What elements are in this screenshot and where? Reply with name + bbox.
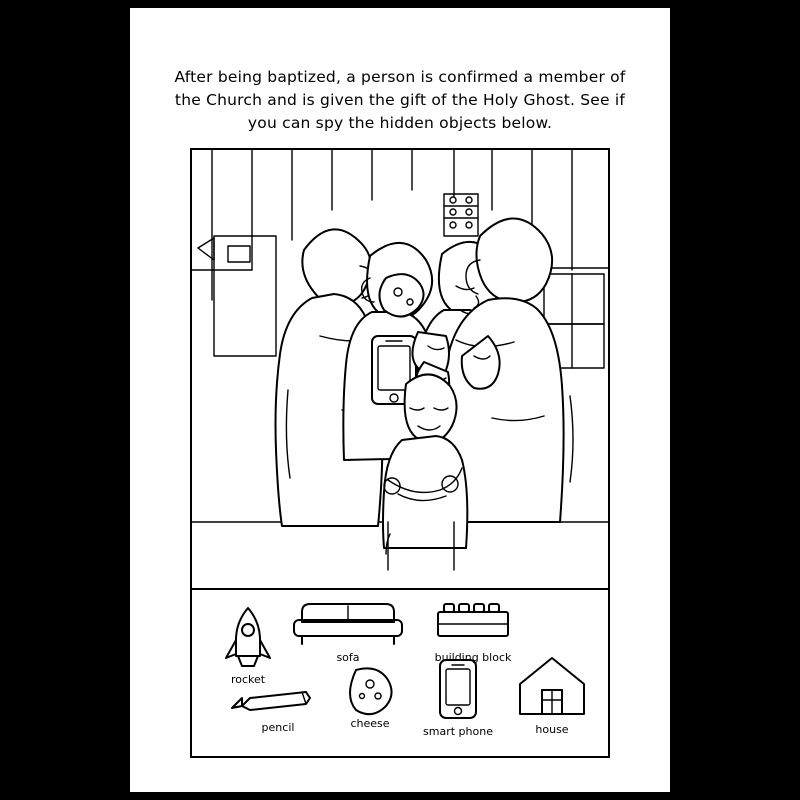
- legend-label-smart-phone: smart phone: [423, 725, 493, 738]
- activity-page: [130, 8, 670, 792]
- legend-label-cheese: cheese: [350, 717, 390, 730]
- hidden-cheese: [379, 274, 423, 316]
- legend-item-rocket: [200, 602, 296, 686]
- legend-label-pencil: pencil: [261, 721, 295, 734]
- pencil-icon: [226, 684, 330, 720]
- sofa-icon: [288, 592, 408, 650]
- house-icon: [504, 652, 600, 722]
- legend-item-pencil: [226, 684, 330, 734]
- scene-illustration: [192, 150, 608, 590]
- legend-label-sofa: sofa: [336, 651, 360, 664]
- legend-label-building-block: building block: [434, 651, 512, 664]
- scene-artwork: [192, 150, 608, 586]
- hidden-objects-legend: [192, 590, 608, 758]
- legend-label-house: house: [535, 723, 569, 736]
- cheese-icon: [326, 660, 414, 716]
- legend-item-sofa: [288, 592, 408, 664]
- legend-label-rocket: rocket: [230, 673, 266, 686]
- rocket-icon: [200, 602, 296, 672]
- legend-item-smart-phone: [404, 654, 512, 738]
- hidden-building-block: [444, 194, 478, 236]
- legend-item-cheese: [326, 660, 414, 730]
- building-block-icon: [410, 594, 536, 650]
- smart-phone-icon: [404, 654, 512, 724]
- instructions-text: After being baptized, a person is confirmed a member of the Church and is given the gift of the Holy Ghost. See if you can spy the hidden objects below.: [174, 68, 626, 132]
- legend-item-house: [504, 652, 600, 736]
- puzzle-panel: [190, 148, 610, 758]
